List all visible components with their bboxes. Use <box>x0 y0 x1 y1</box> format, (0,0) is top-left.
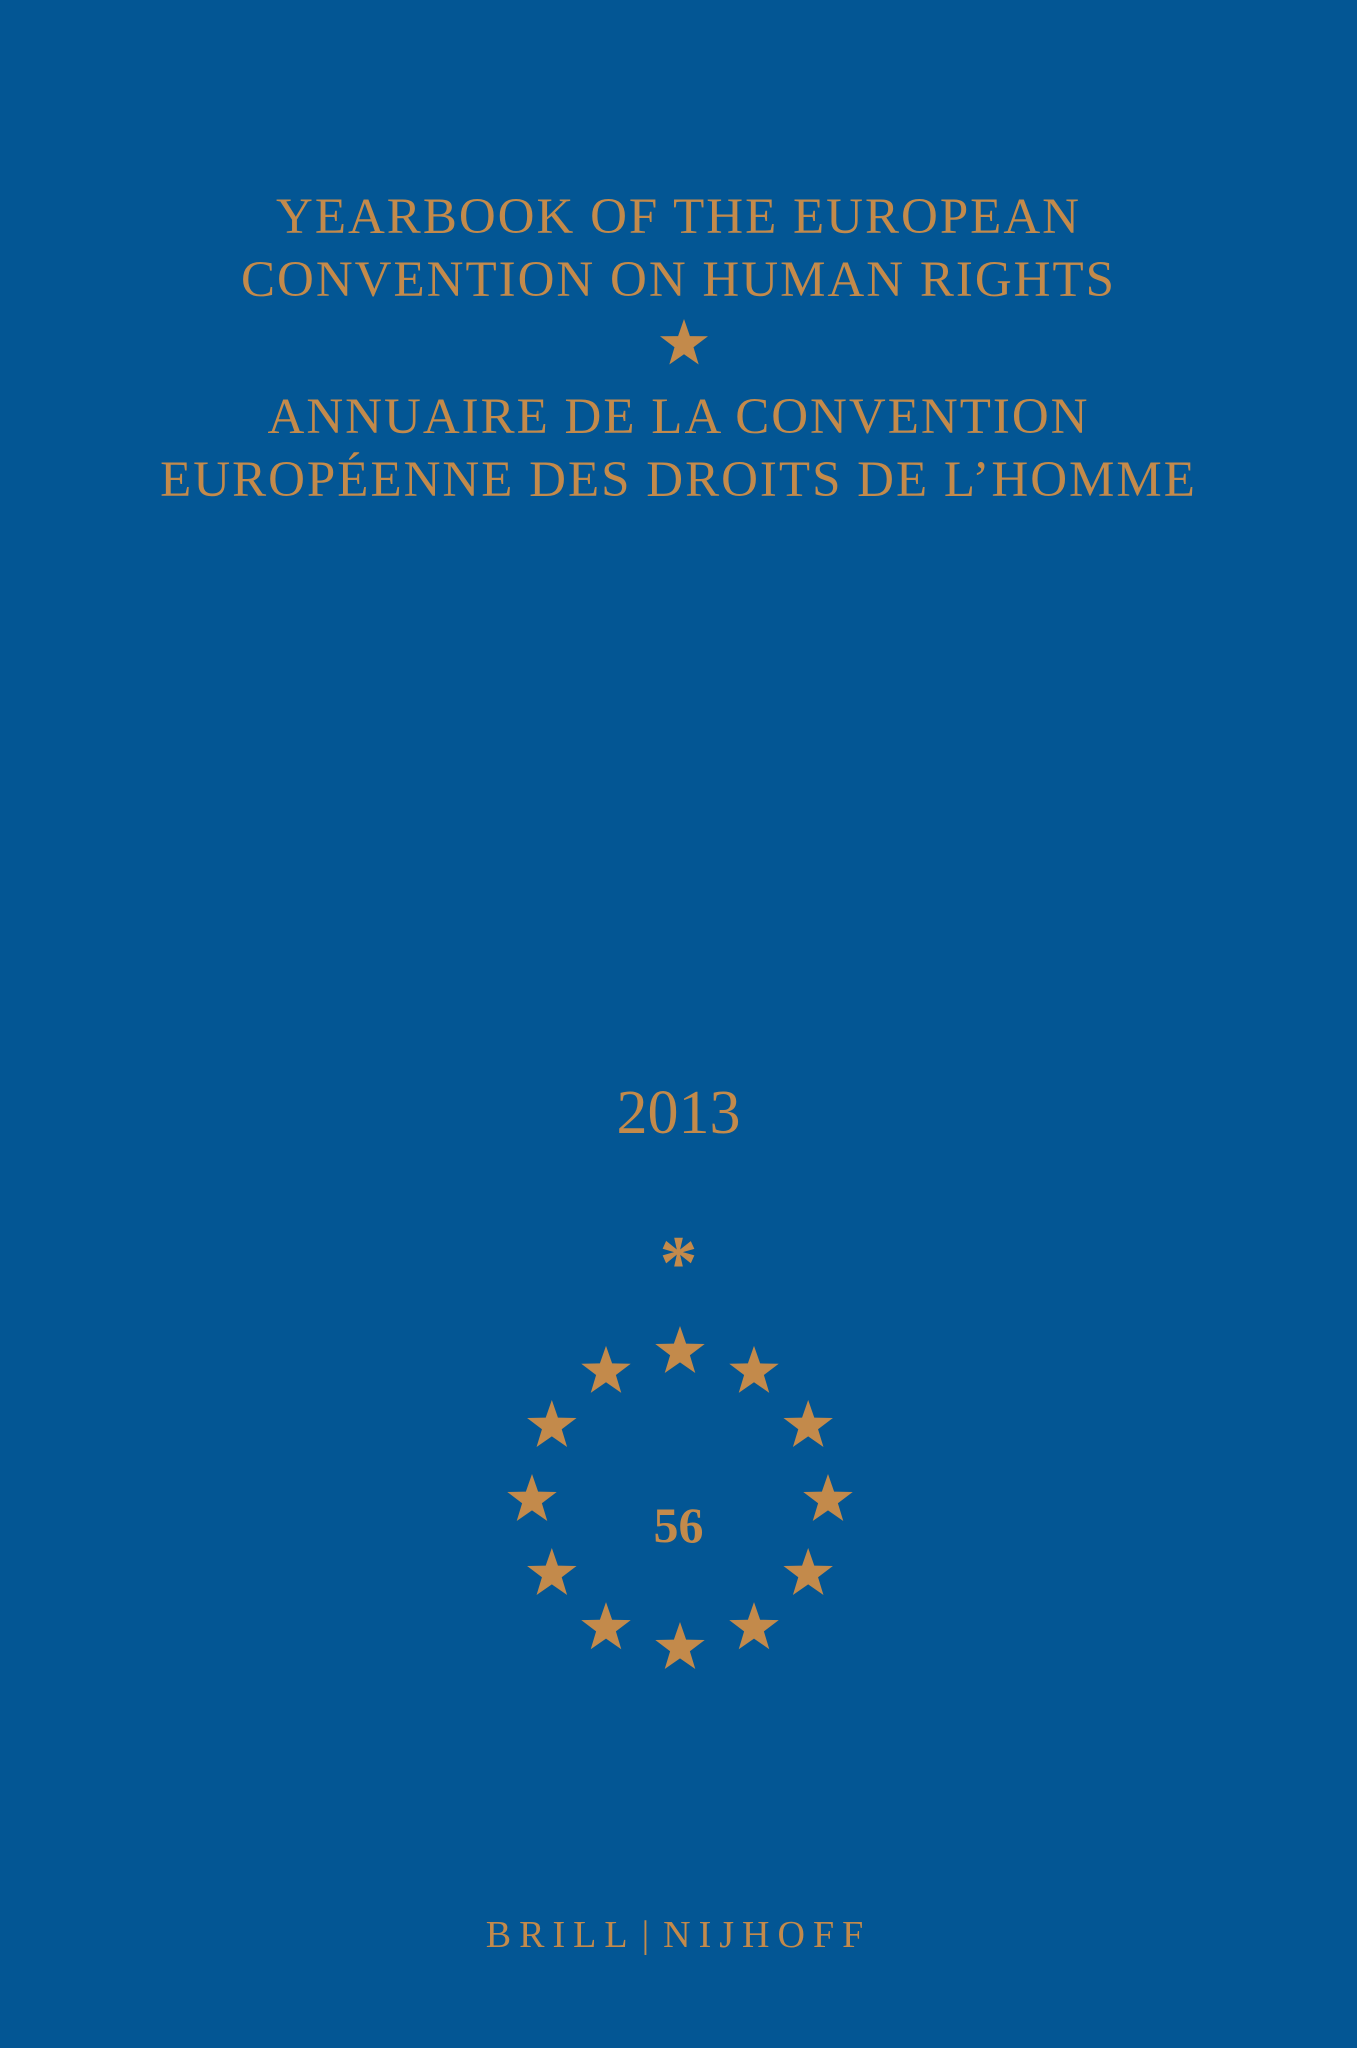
title-english-line-1: YEARBOOK OF THE EUROPEAN <box>275 189 1081 245</box>
publisher-imprint <box>0 1916 1357 1954</box>
part-marker: * <box>659 1221 698 1305</box>
star-icon <box>659 318 709 366</box>
publisher-nijhoff: NIJHOFF <box>663 1914 872 1956</box>
ring-star-icon <box>581 1346 630 1393</box>
ring-star-icon <box>581 1602 630 1649</box>
ring-star-icon <box>527 1400 576 1447</box>
publisher-separator: | <box>641 1914 658 1956</box>
volume-number: 56 <box>653 1497 704 1553</box>
ring-star-icon <box>783 1400 832 1447</box>
ring-star-icon <box>783 1548 832 1595</box>
ring-star-icon <box>729 1602 778 1649</box>
title-english-line-2: CONVENTION ON HUMAN RIGHTS <box>240 252 1117 308</box>
year-label: 2013 <box>616 1079 741 1147</box>
ring-star-icon <box>655 1326 704 1373</box>
title-french-line-2: EUROPÉENNE DES DROITS DE L’HOMME <box>160 452 1197 508</box>
publisher-brill: BRILL <box>485 1914 636 1956</box>
title-french-line-1: ANNUAIRE DE LA CONVENTION <box>267 389 1090 445</box>
ring-star-icon <box>729 1346 778 1393</box>
ring-star-icon <box>655 1622 704 1669</box>
ring-star-icon <box>527 1548 576 1595</box>
